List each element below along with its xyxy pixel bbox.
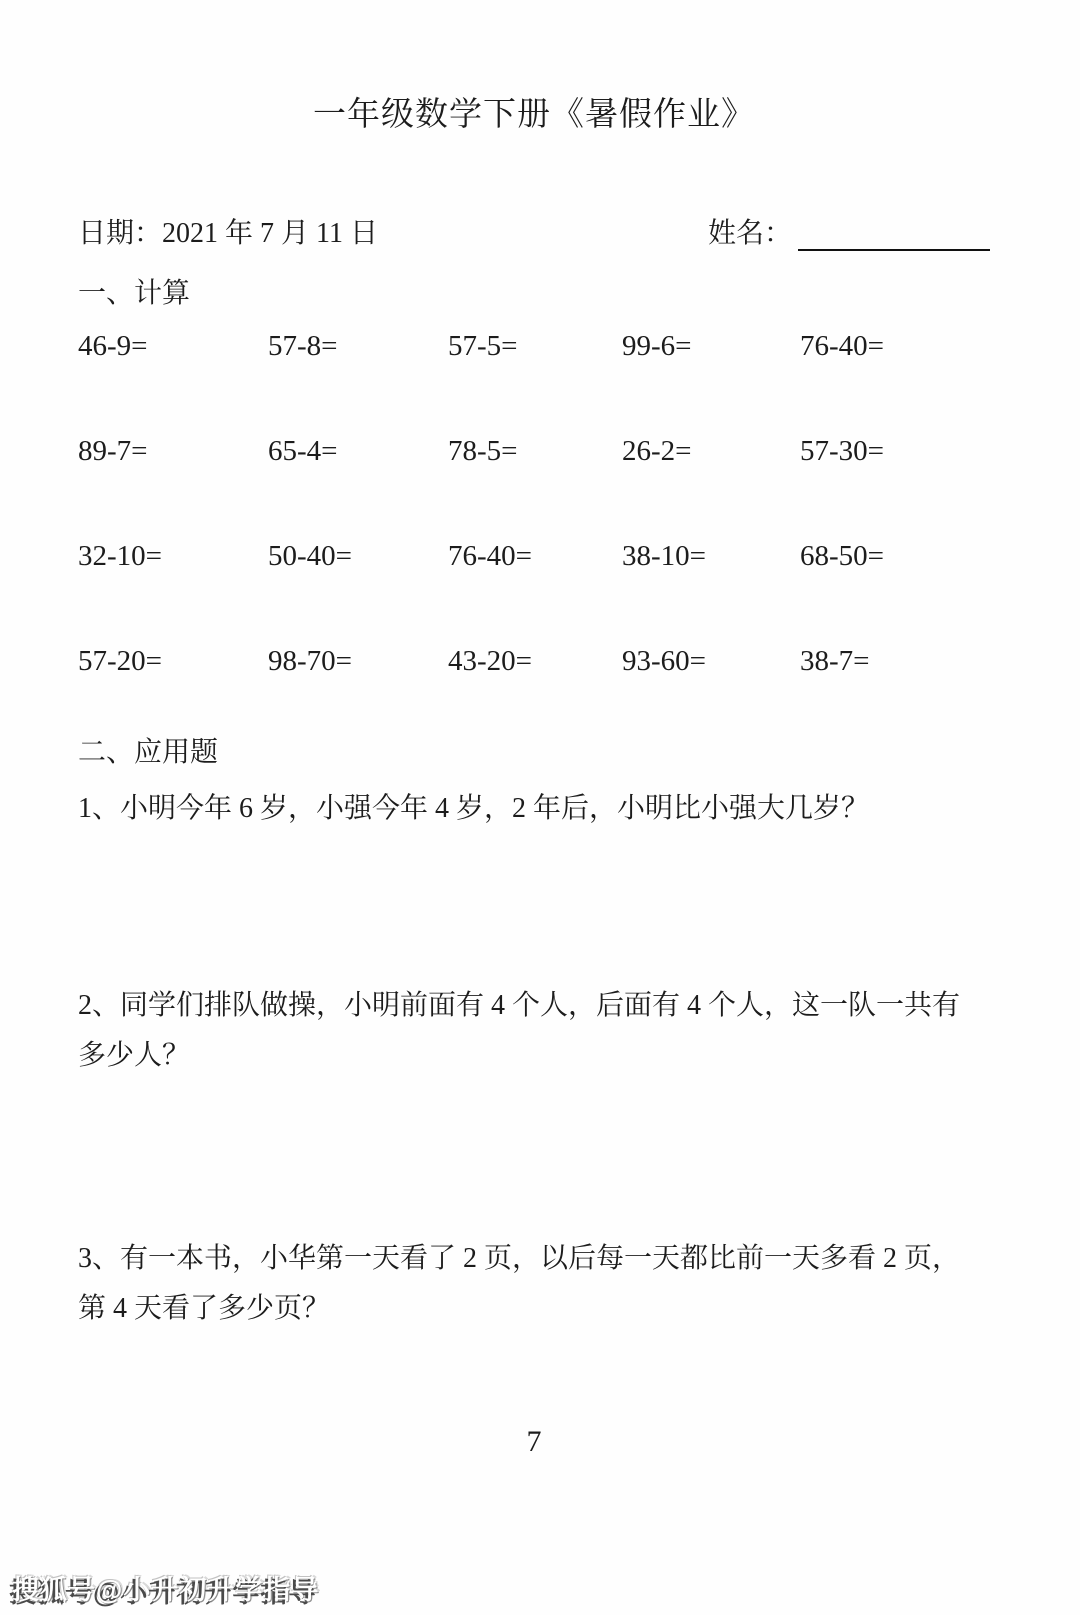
- calc-problem: 57-20=: [78, 645, 163, 677]
- calc-problem: 57-5=: [448, 330, 518, 362]
- watermark-text: 搜狐号@小升初升学指导: [12, 1575, 320, 1605]
- calc-problem: 57-8=: [268, 330, 338, 362]
- calc-problem: 98-70=: [268, 645, 353, 677]
- calc-problem: 65-4=: [268, 435, 338, 467]
- date-label: 日期：2021 年 7 月 11 日: [78, 218, 378, 249]
- calc-problem: 78-5=: [448, 435, 518, 467]
- meta-row: [78, 211, 990, 251]
- calc-problem: 46-9=: [78, 330, 148, 362]
- calc-problem: 57-30=: [800, 435, 885, 467]
- worksheet-page: [0, 88, 1080, 1467]
- word-problem-1: [78, 784, 990, 834]
- word-problem-3: [78, 1234, 990, 1334]
- calc-problem: 93-60=: [622, 645, 707, 677]
- name-label: 姓名：: [707, 218, 792, 249]
- calc-problem: 32-10=: [78, 540, 163, 572]
- calc-problem: 38-10=: [622, 540, 707, 572]
- word-problem-2-line-1: 2、同学们排队做操，小明前面有 4 个人，后面有 4 个人，这一队一共有: [78, 990, 961, 1021]
- calc-problem: 68-50=: [800, 540, 885, 572]
- section-1-heading: 一、计算: [78, 278, 191, 309]
- page-number: 7: [526, 1425, 542, 1458]
- calc-problem: 26-2=: [622, 435, 692, 467]
- calculation-grid: [78, 330, 990, 678]
- name-block: [708, 211, 990, 251]
- word-problem-3-line-2: 第 4 天看了多少页？: [78, 1293, 331, 1324]
- calc-problem: 50-40=: [268, 540, 353, 572]
- word-problem-1-line-1: 1、小明今年 6 岁，小强今年 4 岁，2 年后，小明比小强大几岁？: [78, 793, 870, 824]
- page-title: 一年级数学下册《暑假作业》: [313, 97, 755, 133]
- calc-problem: 99-6=: [622, 330, 692, 362]
- calc-problem: 76-40=: [448, 540, 533, 572]
- word-problem-2-line-2: 多少人？: [78, 1040, 191, 1071]
- calc-problem: 38-7=: [800, 645, 870, 677]
- word-problem-3-line-1: 3、有一本书，小华第一天看了 2 页，以后每一天都比前一天多看 2 页，: [78, 1243, 961, 1274]
- name-blank-line: [798, 219, 990, 251]
- calc-problem: 89-7=: [78, 435, 148, 467]
- section-2-heading: 二、应用题: [78, 737, 219, 768]
- calc-problem: 76-40=: [800, 330, 885, 362]
- word-problem-2: [78, 981, 990, 1081]
- calc-problem: 43-20=: [448, 645, 533, 677]
